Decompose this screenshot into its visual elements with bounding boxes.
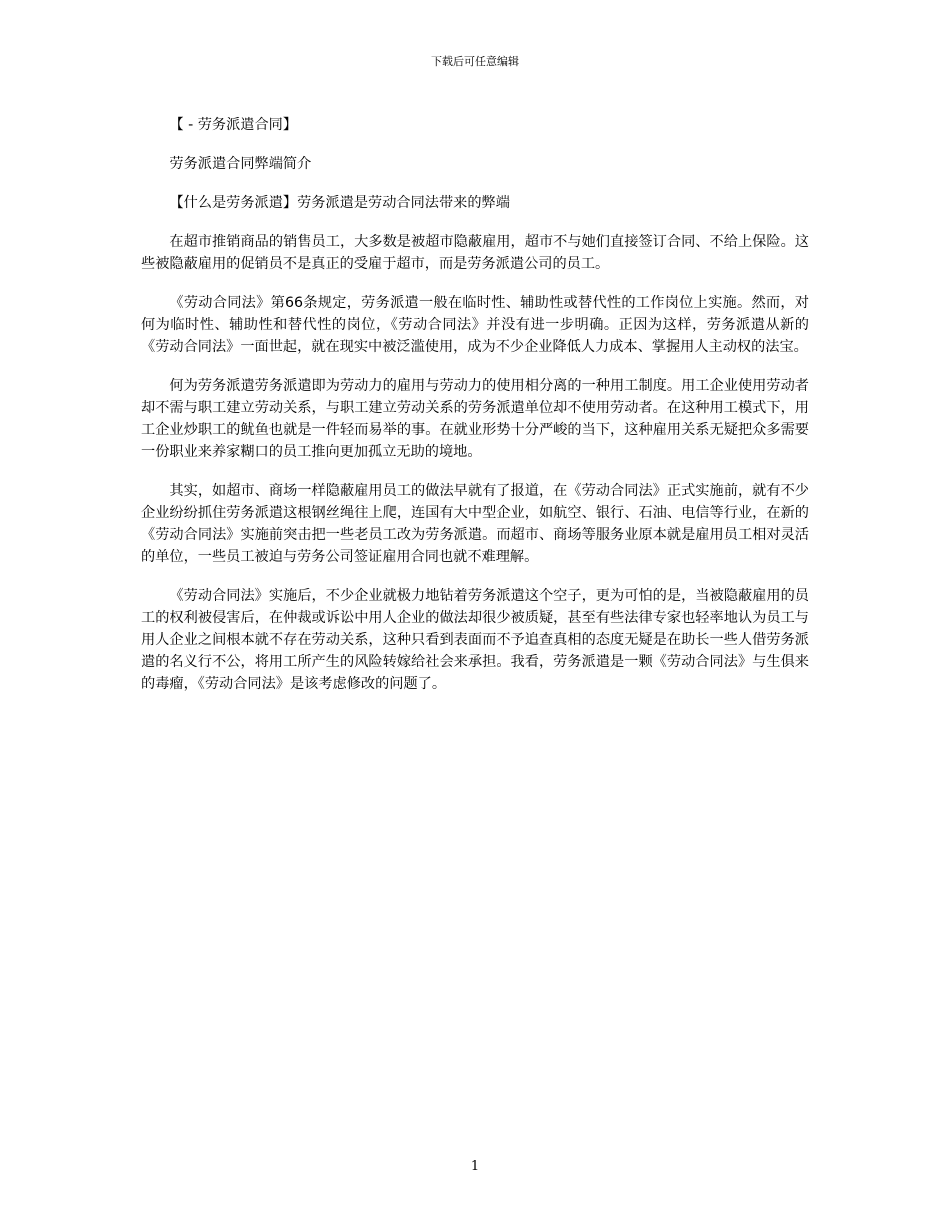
- section-heading: 【什么是劳务派遣】劳务派遣是劳动合同法带来的弊端: [169, 195, 510, 211]
- document-title-line: 【 - 劳务派遣合同】: [169, 117, 298, 133]
- body-paragraph: 在超市推销商品的销售员工，大多数是被超市隐蔽雇用，超市不与她们直接签订合同、不给上保险。这些被隐蔽雇用的促销员不是真正的受雇于超市，而是劳务派遣公司的员工。: [141, 234, 809, 272]
- body-paragraph: 何为劳务派遣劳务派遣即为劳动力的雇用与劳动力的使用相分离的一种用工制度。用工企业使用劳动者却不需与职工建立劳动关系，与职工建立劳动关系的劳务派遣单位却不使用劳动者。在这种用工模式下，用工企业炒职工的鱿鱼也就是一件轻而易举的事。在就业形势十分严峻的当下，这种雇用关系无疑把众多需要一份职业来养家糊口的员工推向更加孤立无助的境地。: [141, 378, 809, 460]
- document-body: [141, 114, 809, 712]
- page-header-note: 下载后可任意编辑: [431, 55, 519, 68]
- body-paragraph: 《劳动合同法》第66条规定，劳务派遣一般在临时性、辅助性或替代性的工作岗位上实施。然而，对何为临时性、辅助性和替代性的岗位，《劳动合同法》并没有进一步明确。正因为这样，劳务派遣从新的《劳动合同法》一面世起，就在现实中被泛滥使用，成为不少企业降低人力成本、掌握用人主动权的法宝。: [141, 295, 809, 355]
- body-paragraph: 《劳动合同法》实施后，不少企业就极力地钻着劳务派遣这个空子，更为可怕的是，当被隐蔽雇用的员工的权利被侵害后，在仲裁或诉讼中用人企业的做法却很少被质疑，甚至有些法律专家也轻率地认为员工与用人企业之间根本就不存在劳动关系，这种只看到表面而不予追查真相的态度无疑是在助长一些人借劳务派遣的名义行不公，将用工所产生的风险转嫁给社会来承担。我看，劳务派遣是一颗《劳动合同法》与生俱来的毒瘤，《劳动合同法》是该考虑修改的问题了。: [141, 588, 809, 692]
- page-number: 1: [470, 1159, 480, 1174]
- body-paragraph: 其实，如超市、商场一样隐蔽雇用员工的做法早就有了报道，在《劳动合同法》正式实施前，就有不少企业纷纷抓住劳务派遣这根钢丝绳往上爬，连国有大中型企业，如航空、银行、石油、电信等行业，在新的《劳动合同法》实施前突击把一些老员工改为劳务派遣。而超市、商场等服务业原本就是雇用员工相对灵活的单位，一些员工被迫与劳务公司签证雇用合同也就不难理解。: [141, 483, 809, 565]
- document-subtitle: 劳务派遣合同弊端简介: [169, 156, 312, 172]
